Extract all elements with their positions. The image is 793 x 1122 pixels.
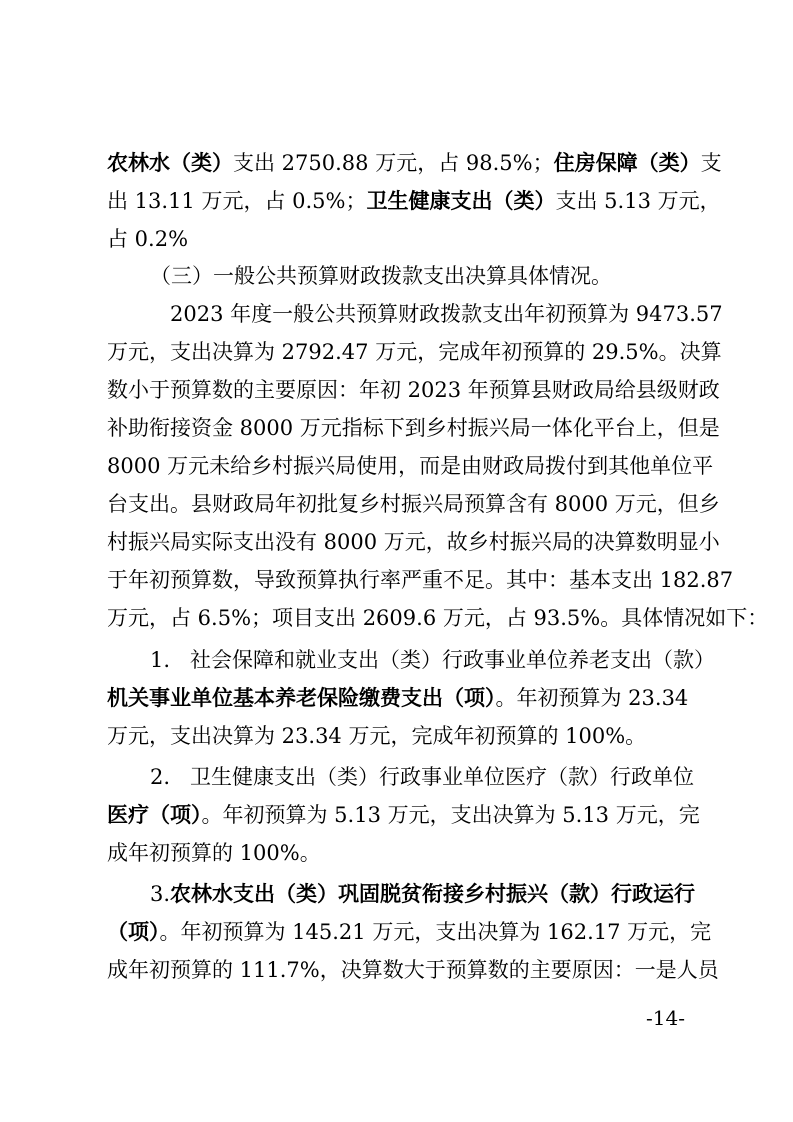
item-2-line-3: 成年初预算的 100%。 <box>107 841 321 865</box>
paragraph-b-line: 于年初预算数，导致预算执行率严重不足。其中：基本支出 182.87 <box>107 568 734 592</box>
paragraph-b-line: 台支出。县财政局年初批复乡村振兴局预算含有 8000 万元，但乡 <box>107 492 720 516</box>
category-label-housing: 住房保障（类） <box>553 150 701 175</box>
paragraph-a-line-3: 占 0.2% <box>107 227 189 251</box>
item-3-line-1: 3.农林水支出（类）巩固脱贫衔接乡村振兴（款）行政运行 <box>150 881 696 906</box>
paragraph-b-line: 万元，占 6.5%；项目支出 2609.6 万元，占 93.5%。具体情况如下： <box>107 606 769 630</box>
item-1-line-2: 机关事业单位基本养老保险缴费支出（项）。年初预算为 23.34 <box>107 685 689 710</box>
item-2-title: 卫生健康支出（类）行政事业单位医疗（款）行政单位 <box>190 765 694 789</box>
item-3-line-3: 成年初预算的 111.7%，决算数大于预算数的主要原因：一是人员 <box>107 958 719 982</box>
category-label-health: 卫生健康支出（类） <box>366 188 556 213</box>
item-2-number: 2. <box>150 765 171 789</box>
item-1-line-3: 万元，支出决算为 23.34 万元，完成年初预算的 100%。 <box>107 724 647 748</box>
paragraph-b-line: 8000 万元未给乡村振兴局使用，而是由财政局拨付到其他单位平 <box>107 454 714 478</box>
paragraph-b-line: 数小于预算数的主要原因：年初 2023 年预算县财政局给县级财政 <box>107 378 720 402</box>
paragraph-b-line: 2023 年度一般公共预算财政拨款支出年初预算为 9473.57 <box>170 302 723 326</box>
paragraph-a-line-2: 出 13.11 万元，占 0.5%；卫生健康支出（类）支出 5.13 万元， <box>107 188 721 213</box>
paragraph-b-line: 补助衔接资金 8000 万元指标下到乡村振兴局一体化平台上，但是 <box>107 416 720 440</box>
category-label-agriculture: 农林水（类） <box>107 150 233 175</box>
paragraph-a-line-1: 农林水（类）支出 2750.88 万元，占 98.5%；住房保障（类）支 <box>107 150 722 175</box>
item-2-line-2: 医疗（项）。年初预算为 5.13 万元，支出决算为 5.13 万元，完 <box>107 802 700 827</box>
paragraph-b-line: 村振兴局实际支出没有 8000 万元，故乡村振兴局的决算数明显小 <box>107 530 720 554</box>
item-1-title: 社会保障和就业支出（类）行政事业单位养老支出（款） <box>190 648 715 672</box>
section-heading: （三）一般公共预算财政拨款支出决算具体情况。 <box>150 264 612 288</box>
item-1-number: 1. <box>150 648 171 672</box>
paragraph-b-line: 万元，支出决算为 2792.47 万元，完成年初预算的 29.5%。决算 <box>107 340 722 364</box>
page-number: -14- <box>646 1006 685 1030</box>
item-3-line-2: （项）。年初预算为 145.21 万元，支出决算为 162.17 万元，完 <box>107 919 712 944</box>
